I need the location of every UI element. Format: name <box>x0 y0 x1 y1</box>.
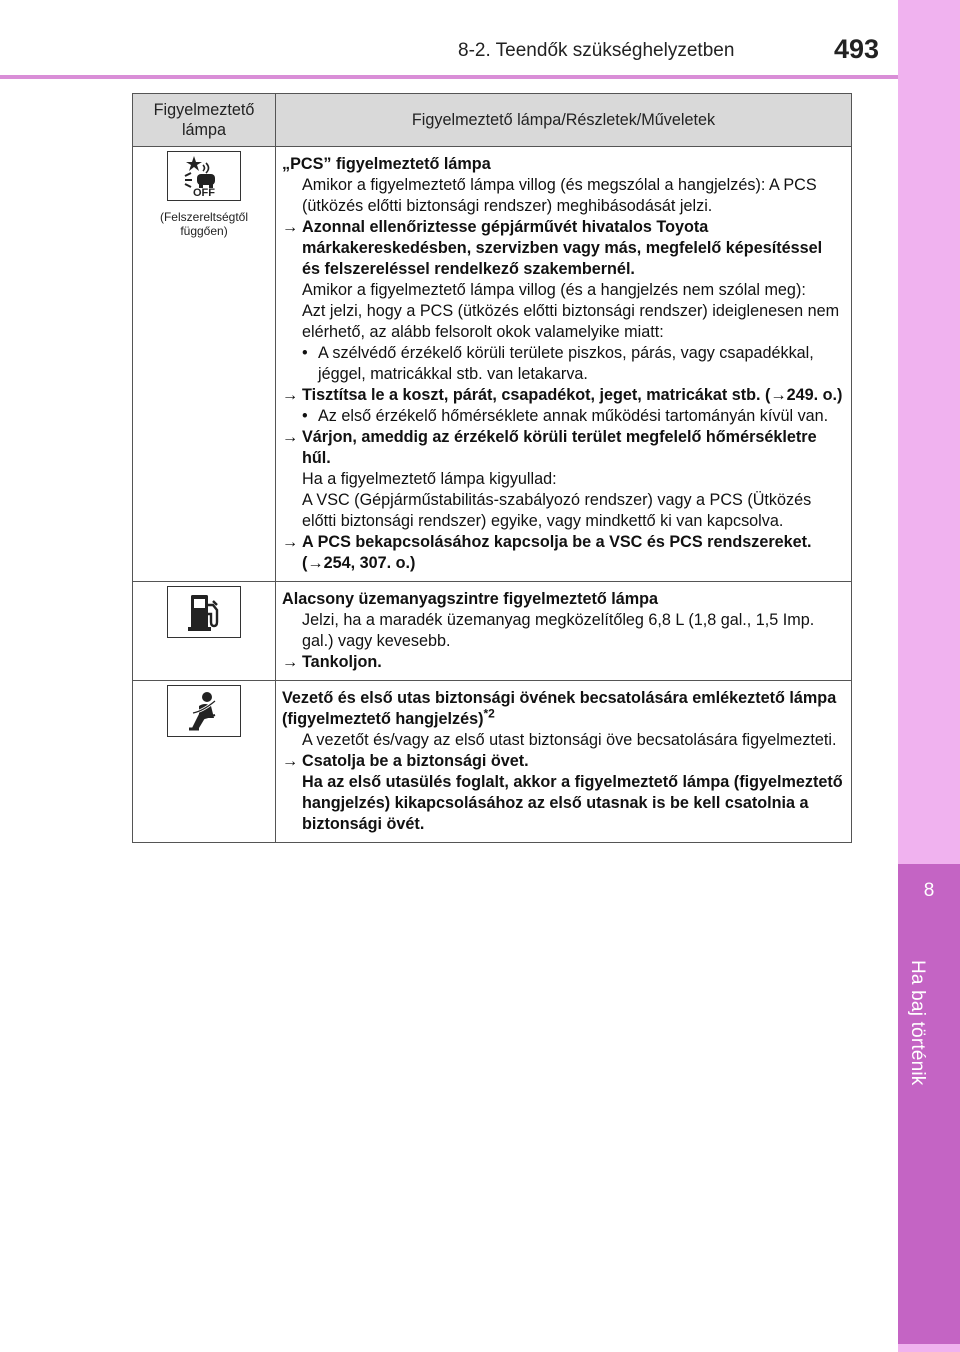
fuel-pump-icon <box>167 586 241 638</box>
header-divider <box>0 75 898 79</box>
column-header-lamp: Figyelmeztető lámpa <box>133 94 276 147</box>
chapter-number: 8 <box>923 880 935 901</box>
description: A vezetőt és/vagy az első utast biztonsági öve becsatolására figyelmezteti. <box>302 731 837 749</box>
table-row <box>133 147 852 582</box>
description: Amikor a figyelmeztető lámpa villog (és megszólal a hangjelzés): A PCS (ütközés előtti biztonsági rendszer) meghibásodását jelzi. <box>302 176 817 215</box>
pcs-off-icon <box>167 151 241 201</box>
bullet-item: • Az első érzékelő hőmérséklete annak működési tartományán kívül van. <box>302 407 829 425</box>
table-header-row <box>133 94 852 147</box>
lamp-title: Alacsony üzemanyagszintre figyelmeztető lámpa <box>282 590 659 608</box>
action-item: → Azonnal ellenőriztesse gépjárművét hivatalos Toyota márkakereskedésben, szervizben vagy más, megfelelő képesítéssel és felszereléssel rendelkező szakembernél. <box>282 218 823 278</box>
description: Amikor a figyelmeztető lámpa villog (és a hangjelzés nem szólal meg): <box>302 281 806 299</box>
lamp-title: Vezető és első utas biztonsági övének becsatolására emlékeztető lámpa (figyelmeztető hangjelzés)$^{*2}$ <box>282 689 837 728</box>
action-item: → Tisztítsa le a koszt, párát, csapadékot, jeget, matricákat stb. (→249. o.) <box>282 386 843 404</box>
section-title: 8-2. Teendők szükséghelyzetben <box>458 40 735 61</box>
detail-cell <box>276 582 852 681</box>
description: Azt jelzi, hogy a PCS (ütközés előtti biztonsági rendszer) ideiglenesen nem elérhető, az alább felsorolt okok valamelyike miatt: <box>302 302 840 341</box>
seatbelt-icon <box>167 685 241 737</box>
lamp-title: „PCS” figyelmeztető lámpa <box>282 155 491 173</box>
description: Jelzi, ha a maradék üzemanyag megközelítőleg 6,8 L (1,8 gal., 1,5 Imp. gal.) vagy kevesebb. <box>302 611 815 650</box>
action-item: → Csatolja be a biztonsági övet. <box>282 752 529 770</box>
page-number: 493 <box>834 34 880 64</box>
detail-cell <box>276 147 852 582</box>
table-row <box>133 582 852 681</box>
lamp-cell <box>133 147 276 582</box>
chapter-title: Ha baj történik <box>907 960 928 1086</box>
lamp-cell <box>133 582 276 681</box>
chapter-tab <box>898 864 960 1344</box>
action-item: → Tankoljon. <box>282 653 382 671</box>
bullet-item: • A szélvédő érzékelő körüli területe piszkos, párás, vagy csapadékkal, jéggel, matricákkal stb. van letakarva. <box>302 344 814 383</box>
detail-cell <box>276 681 852 843</box>
lamp-cell <box>133 681 276 843</box>
warning-lamp-table <box>132 93 852 843</box>
svg-text:OFF: OFF <box>193 187 215 198</box>
action-item: → Várjon, ameddig az érzékelő körüli terület megfelelő hőmérsékletre hűl. <box>282 428 817 467</box>
action-item: → A PCS bekapcsolásához kapcsolja be a VSC és PCS rendszereket. (→254, 307. o.) <box>282 533 812 572</box>
description: Ha a figyelmeztető lámpa kigyullad: <box>302 470 557 488</box>
table-row <box>133 681 852 843</box>
footnote-marker: *2 <box>483 706 495 721</box>
action-detail: Ha az első utasülés foglalt, akkor a figyelmeztető lámpa (figyelmeztető hangjelzés) kikapcsolásához az első utasnak is be kell csatolnia a biztonsági övét. <box>302 773 843 833</box>
column-header-details: Figyelmeztető lámpa/Részletek/Műveletek <box>276 94 852 147</box>
description: A VSC (Gépjárműstabilitás-szabályozó rendszer) vagy a PCS (Ütközés előtti biztonsági rendszer) egyike, vagy mindkettő ki van kapcsolva. <box>302 491 812 530</box>
icon-caption: (Felszereltségtől függően) <box>159 210 249 238</box>
